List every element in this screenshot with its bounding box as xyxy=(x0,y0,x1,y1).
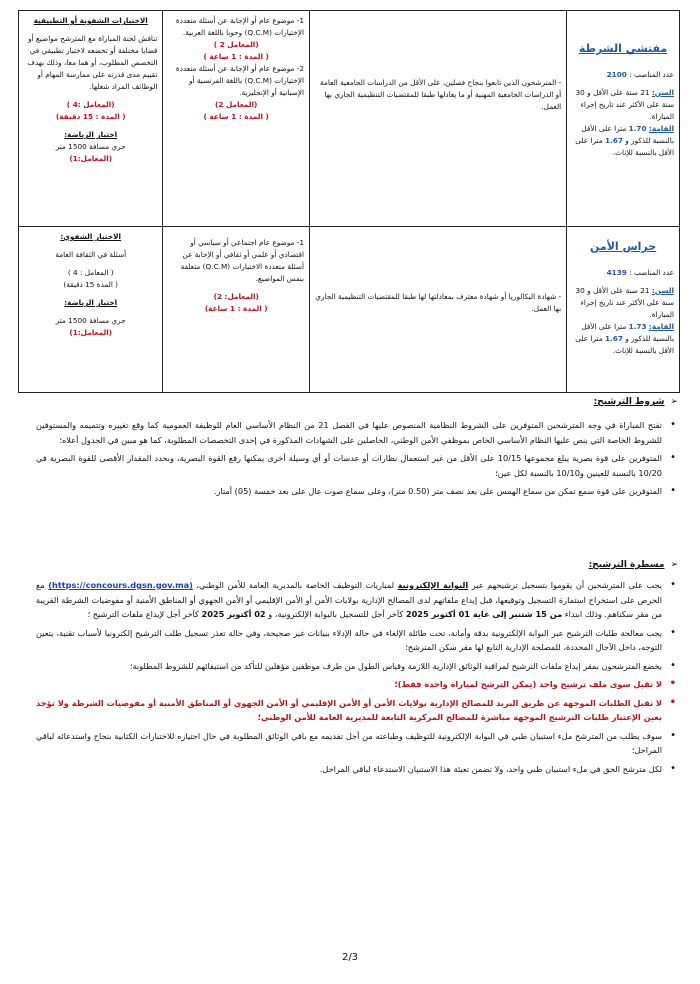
conditions-section-title: ➢شروط الترشيح: xyxy=(593,397,678,407)
program-cell xyxy=(163,11,310,227)
procedure-section-title: ➢مسطرة الترشيح: xyxy=(588,560,678,570)
program-cell xyxy=(163,227,310,393)
sport-coef: (المعامل:1) xyxy=(69,328,113,337)
conditions-list xyxy=(36,418,676,503)
conditions-cell xyxy=(310,227,567,393)
height-label: القامة: xyxy=(648,322,674,331)
sport-text: جري مسافة 1500 متر xyxy=(55,316,126,325)
post-title: حراس الأمن xyxy=(589,240,657,253)
sport-title: اختبار الرياضة: xyxy=(64,130,118,139)
height-label: القامة: xyxy=(648,124,674,133)
list-item: • لكل مترشح الحق في ملء استبيان طبي واحد، ولا تضمن تعبئة هذا الاستبيان الاستدعاء لباقي المراحل. xyxy=(36,762,676,777)
program-coef: (المعامل 2) xyxy=(215,100,258,109)
exam-title: الاختبار الشفوي: xyxy=(60,232,122,241)
list-item: • لا تقبل الطلبات الموجهة عن طريق البريد للمصالح الإدارية بولايات الأمن أو الأمن الإقليمي أو الأمن الجهوي أو المناطق الأمنية أو مفوضيات الشرطة ولا تؤخذ بعين الإعتبار طلبات الترشيح الموجهة مباشرة للمصالح المركزية التابعة للمديرية العامة للأمن الوطني؛ xyxy=(36,696,676,725)
registration-dates: من 15 شتنبر إلى غاية 01 أكتوبر 2025 xyxy=(405,609,563,619)
age-label: السن: xyxy=(651,88,674,97)
post-cell xyxy=(567,227,680,393)
program-item: 1- موضوع عام اجتماعي أو سياسي أو اقتصادي أو علمي أو ثقافي أو الإجابة عن أسئلة متعددة الاختيارات (Q.C.M) متعلقة بنفس المواضيع. xyxy=(180,238,305,283)
deposit-date: 02 أكتوبر 2025 xyxy=(201,609,266,619)
program-duration: ( المدة : 1 ساعة ) xyxy=(203,112,269,121)
conditions-cell xyxy=(310,11,567,227)
table-row xyxy=(19,227,680,393)
exam-cell xyxy=(19,227,163,393)
program-item: 1- موضوع عام أو الإجابة عن أسئلة متعددة الإختيارات (Q.C.M) وجوبا باللغة العربية. xyxy=(175,16,305,37)
sport-title: اختبار الرياضة: xyxy=(64,298,118,307)
exam-duration: ( المدة : 15 دقيقة) xyxy=(55,112,126,121)
program-duration: ( المدة : 1 ساعة) xyxy=(204,304,268,313)
program-coef: (المعامل 2 ) xyxy=(213,40,259,49)
exam-coef: ( المعامل : 4 ) xyxy=(67,268,114,277)
program-coef: (المعامل: 2) xyxy=(213,292,259,301)
list-item: • يجب على المترشحين أن يقوموا بتسجيل ترشيحهم عبر البوابة الإلكترونية لمباريات التوظيف الخاصة بالمديرية العامة للأمن الوطني، (https://concours.dgsn.gov.ma) مع الحرص على استخراج استمارة التسجيل وتوقيعها، قبل إيداع ملفاتهم لدى المصالح الإدارية بولايات الأمن أو الأمن الإقليمي أو الأمن الجهوي أو المناطق الأمنية أو مفوضيات الشرطة القريبة من مقر سكناهم. وذلك ابتداء من 15 شتنبر إلى غاية 01 أكتوبر 2025 كآخر أجل للتسجيل بالبوابة الإلكترونية، و 02 أكتوبر 2025 كآخر أجل لإيداع ملفات الترشيح ؛ xyxy=(36,578,676,622)
exam-text: تناقش لجنة المباراة مع المترشح مواضيع أو قضايا مختلفة أو تخضعه لاختبار تطبيقي في التخصص المطلوب، أو هما معا، وذلك بهدف تقييم مدى قدرته على ممارسة المهام أو الوظائف المراد شغلها. xyxy=(27,34,158,91)
exam-duration: ( المدة 15 دقيقة) xyxy=(63,280,119,289)
height-value-female: 1.67 xyxy=(604,136,623,145)
exam-text: أسئلة في الثقافة العامة xyxy=(55,250,127,259)
conditions-text: - المترشحون الذين تابعوا بنجاح فصلين، على الأقل من الدراسات الجامعية العامة أو الدراسات الجامعية المهنية أو ما يعادلها طبقا للمقتضيات التنظيمية الجاري بها العمل. xyxy=(320,78,562,111)
height-value-male: 1.70 xyxy=(628,124,647,133)
age-label: السن: xyxy=(651,286,674,295)
height-text-male: مترا على الأقل بالنسبة للذكور و xyxy=(581,322,674,343)
list-item: • لا تقبل سوى ملف ترشيح واحد (يمكن الترشح لمباراة واحدة فقط)؛ xyxy=(36,677,676,692)
exam-title: الاختبارات الشفوية أو التطبيقية xyxy=(33,16,148,25)
exam-cell xyxy=(19,11,163,227)
procedure-list xyxy=(36,578,676,780)
conditions-text: - شهادة البكالوريا أو شهادة معترف بمعادلتها لها طبقا للمقتضيات التنظيمية الجاري بها العمل. xyxy=(315,292,562,313)
portal-text: البوابة الإلكترونية xyxy=(397,580,469,590)
height-value-female: 1.67 xyxy=(604,334,623,343)
age-text: 21 سنة على الأقل و 30 سنة على الأكثر عند تاريخ إجراء المباراة. xyxy=(575,88,674,121)
arrow-icon: ➢ xyxy=(670,560,678,570)
positions-value: 4139 xyxy=(606,268,627,277)
posts-table xyxy=(18,10,680,393)
positions-value: 2100 xyxy=(606,70,627,79)
height-text-female: مترا على الأقل بالنسبة للإناث. xyxy=(575,136,674,157)
page-number: 2/3 xyxy=(341,952,359,963)
sport-coef: (المعامل:1) xyxy=(69,154,113,163)
table-row xyxy=(19,11,680,227)
height-text-female: مترا على الأقل بالنسبة للإناث. xyxy=(575,334,674,355)
height-value-male: 1.73 xyxy=(628,322,647,331)
list-item: • تفتح المباراة في وجه المترشحين المتوفرين على الشروط النظامية المنصوص عليها في الفصل 21 من النظام الأساسي العام للوظيفة العمومية كما وقع تغييره وتتميمه والمستوفين للشروط الخاصة التي ينص عليها النظام الأساسي الخاص بموظفي الأمن الوطني، الحاصلين على الشهادات المذكورة في إحدى التخصصات المطلوبة، كما هو مبين في الجدول أعلاه؛ xyxy=(36,418,676,447)
list-item: • المتوفرين على قوة سمع تمكن من سماع الهمس على بعد نصف متر (0.50 متر)، وعلى سماع صوت عال على بعد خمسة (05) أمتار. xyxy=(36,484,676,499)
height-text-male: مترا على الأقل بالنسبة للذكور و xyxy=(581,124,674,145)
positions-label: عدد المناصب : xyxy=(629,70,674,79)
portal-link[interactable]: (https://concours.dgsn.gov.ma) xyxy=(48,580,193,590)
list-item: • المتوفرين على قوة بصرية يبلغ مجموعها 10/15 على الأقل من غير استعمال نظارات أو عدسات أو أي وسيلة أخرى يمكنها رفع القوة البصرية، وبحدد المقدار الأقصى للقوة البصرية في 10/20 بالنسبة للعينين و10/10 بالنسبة لكل عين؛ xyxy=(36,451,676,480)
post-cell xyxy=(567,11,680,227)
positions-label: عدد المناصب : xyxy=(629,268,674,277)
program-item: 2- موضوع عام أو الإجابة عن أسئلة متعددة الإختيارات (Q.C.M) باللغة الفرنسية أو الإسبانية أو الإنجليزية. xyxy=(175,64,305,97)
post-title: مفتشي الشرطة xyxy=(578,42,668,55)
arrow-icon: ➢ xyxy=(670,397,678,407)
sport-text: جري مسافة 1500 متر xyxy=(55,142,126,151)
list-item: • سوف يطلب من المترشح ملء استبيان طبي في البوابة الإلكترونية للتوظيف وطباعته من أجل تقديمه مع باقي الوثائق المطلوبة في حال اجتيازه للاختبارات الكتابية بنجاح واستدعائه لباقي المراحل؛ xyxy=(36,729,676,758)
exam-coef: (المعامل :4 ) xyxy=(66,100,115,109)
list-item: • يجب معالجة طلبات الترشيح عبر البوابة الإلكترونية بدقة وأمانة، تحت طائلة الإلغاء في حالة الإدلاء ببيانات غير صحيحة، وفي حالة تعذر تسجيل طلب الترشيح إلكترونيا لأسباب تقنية، يتعين التوجه، داخل الآجال المحددة، للمصلحة الإدارية التابع لها مقر سكن المترشح؛ xyxy=(36,626,676,655)
program-duration: ( المدة : 1 ساعة ) xyxy=(203,52,269,61)
list-item: • يخضع المترشحون بمقر إيداع ملفات الترشيح لمراقبة الوثائق الإدارية اللازمة وقياس الطول من طرف موظفين مؤهلين للتأكد من استيفائهم للشروط المطلوبة؛ xyxy=(36,659,676,674)
age-text: 21 سنة على الأقل و 30 سنة على الأكثر عند تاريخ إجراء المباراة. xyxy=(575,286,674,319)
